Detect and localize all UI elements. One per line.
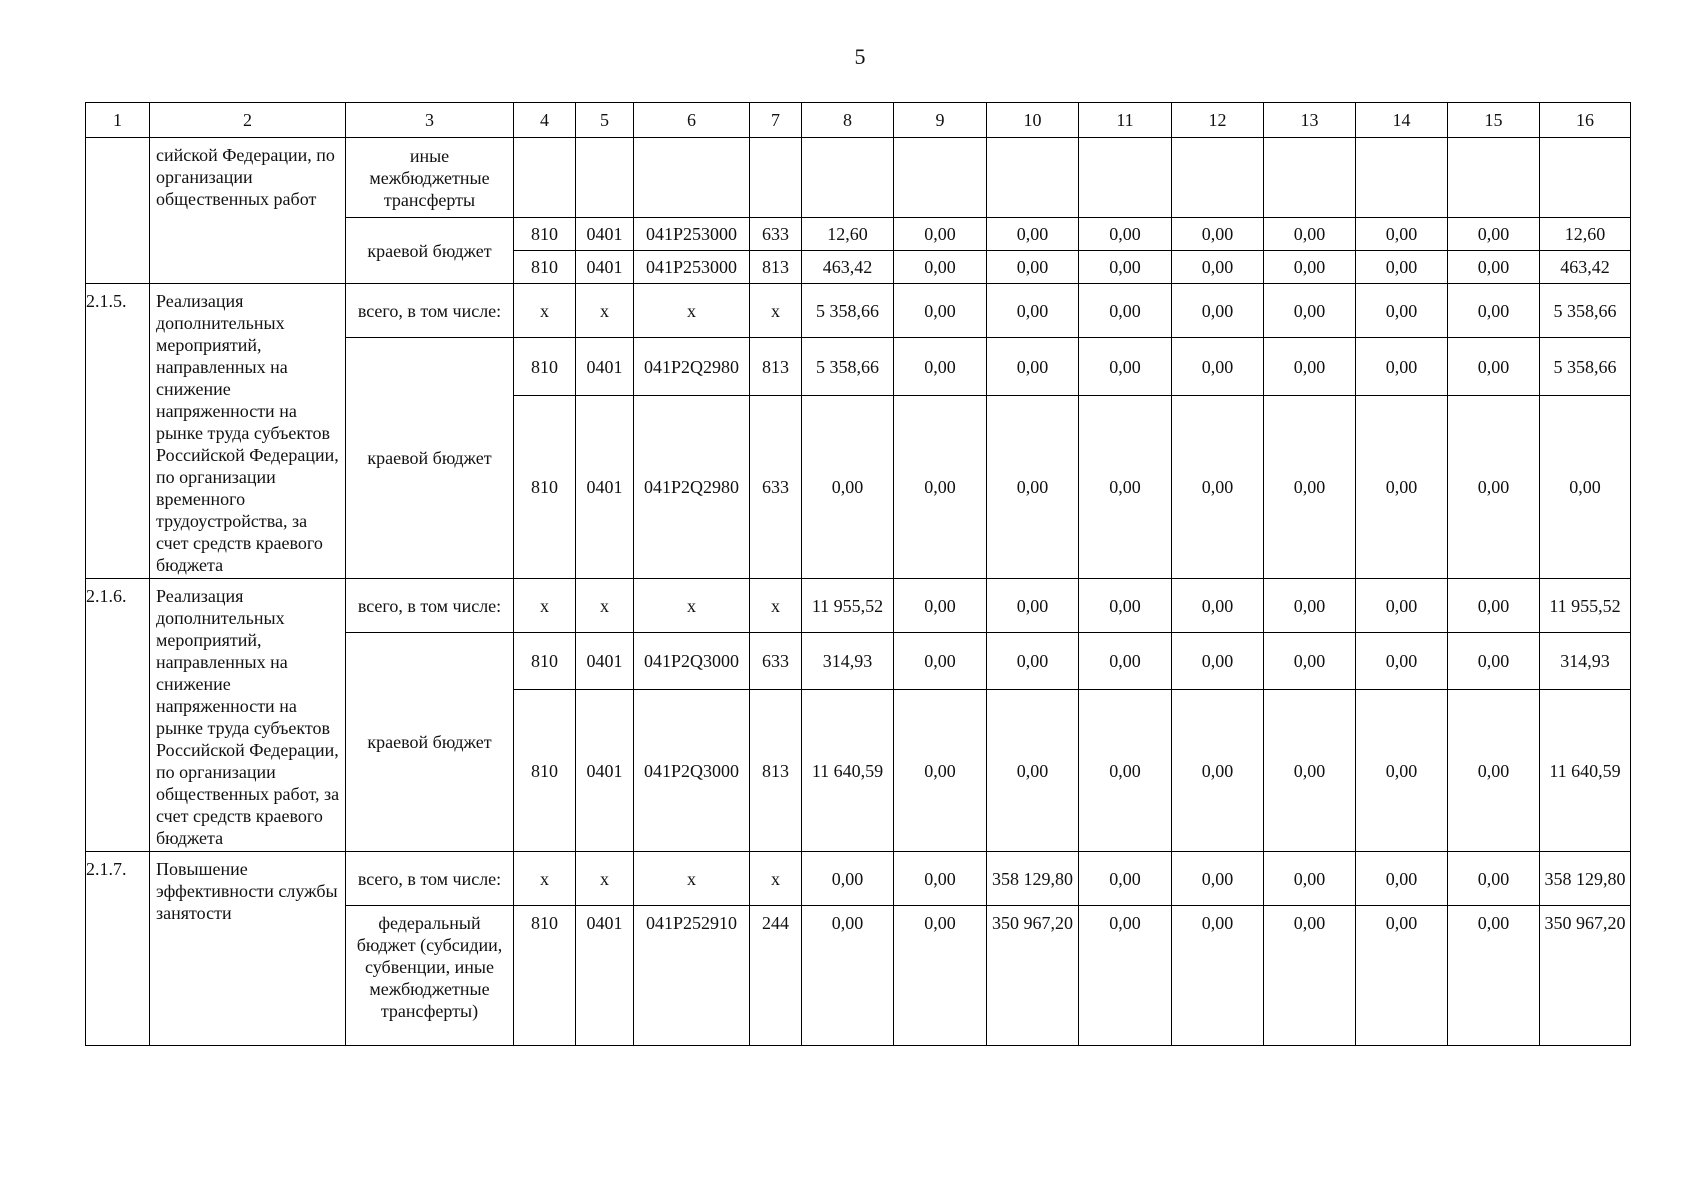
- amount-cell: 463,42: [1540, 251, 1631, 284]
- item-number: [86, 138, 150, 284]
- amount-cell: 0,00: [894, 690, 987, 852]
- funding-source: всего, в том числе:: [346, 852, 514, 906]
- funding-source: всего, в том числе:: [346, 284, 514, 338]
- amount-cell: 0,00: [1079, 218, 1172, 251]
- column-header: 4: [514, 103, 576, 138]
- code-cell: [750, 138, 802, 218]
- amount-cell: 0,00: [1264, 852, 1356, 906]
- amount-cell: 0,00: [1356, 338, 1448, 396]
- amount-cell: 0,00: [894, 633, 987, 690]
- code-cell: х: [750, 579, 802, 633]
- amount-cell: 0,00: [1264, 338, 1356, 396]
- amount-cell: 350 967,20: [1540, 906, 1631, 1046]
- amount-cell: 0,00: [894, 852, 987, 906]
- code-cell: 041P2Q2980: [634, 338, 750, 396]
- amount-cell: 0,00: [1264, 396, 1356, 579]
- amount-cell: 0,00: [1356, 251, 1448, 284]
- funding-source: всего, в том числе:: [346, 579, 514, 633]
- column-header: 1: [86, 103, 150, 138]
- code-cell: [514, 138, 576, 218]
- column-header: 5: [576, 103, 634, 138]
- amount-cell: 12,60: [1540, 218, 1631, 251]
- code-cell: 0401: [576, 338, 634, 396]
- amount-cell: 0,00: [1264, 906, 1356, 1046]
- code-cell: 0401: [576, 690, 634, 852]
- code-cell: 633: [750, 396, 802, 579]
- amount-cell: 0,00: [1079, 633, 1172, 690]
- code-cell: х: [576, 852, 634, 906]
- amount-cell: 0,00: [1356, 690, 1448, 852]
- amount-cell: 0,00: [1356, 579, 1448, 633]
- code-cell: 633: [750, 633, 802, 690]
- amount-cell: 0,00: [1448, 284, 1540, 338]
- code-cell: 0401: [576, 396, 634, 579]
- amount-cell: 11 640,59: [802, 690, 894, 852]
- amount-cell: 5 358,66: [1540, 284, 1631, 338]
- code-cell: 813: [750, 338, 802, 396]
- amount-cell: 0,00: [894, 906, 987, 1046]
- column-header: 16: [1540, 103, 1631, 138]
- column-header: 3: [346, 103, 514, 138]
- amount-cell: 0,00: [1172, 338, 1264, 396]
- amount-cell: 0,00: [894, 251, 987, 284]
- amount-cell: 0,00: [1079, 579, 1172, 633]
- amount-cell: 350 967,20: [987, 906, 1079, 1046]
- code-cell: [576, 138, 634, 218]
- amount-cell: 0,00: [1448, 690, 1540, 852]
- amount-cell: 0,00: [1356, 633, 1448, 690]
- amount-cell: 0,00: [1264, 251, 1356, 284]
- amount-cell: 0,00: [987, 690, 1079, 852]
- amount-cell: 5 358,66: [802, 338, 894, 396]
- amount-cell: 0,00: [1172, 396, 1264, 579]
- table-row: [86, 284, 1631, 338]
- amount-cell: 0,00: [1079, 284, 1172, 338]
- amount-cell: 11 955,52: [802, 579, 894, 633]
- amount-cell: 0,00: [1448, 251, 1540, 284]
- column-header: 12: [1172, 103, 1264, 138]
- amount-cell: 0,00: [1172, 579, 1264, 633]
- amount-cell: 0,00: [987, 338, 1079, 396]
- amount-cell: 5 358,66: [802, 284, 894, 338]
- amount-cell: 0,00: [1448, 218, 1540, 251]
- code-cell: 633: [750, 218, 802, 251]
- amount-cell: 0,00: [1079, 396, 1172, 579]
- code-cell: 810: [514, 338, 576, 396]
- amount-cell: [1540, 138, 1631, 218]
- page-number: 5: [854, 44, 866, 69]
- code-cell: 810: [514, 218, 576, 251]
- amount-cell: 0,00: [1264, 633, 1356, 690]
- item-number: 2.1.6.: [86, 579, 150, 852]
- amount-cell: 0,00: [1264, 284, 1356, 338]
- amount-cell: 0,00: [1172, 284, 1264, 338]
- amount-cell: 358 129,80: [987, 852, 1079, 906]
- amount-cell: 5 358,66: [1540, 338, 1631, 396]
- amount-cell: 0,00: [1172, 690, 1264, 852]
- item-number: 2.1.5.: [86, 284, 150, 579]
- code-cell: х: [514, 852, 576, 906]
- table-row: [86, 852, 1631, 906]
- amount-cell: [987, 138, 1079, 218]
- code-cell: х: [634, 579, 750, 633]
- amount-cell: 0,00: [1448, 906, 1540, 1046]
- column-header: 10: [987, 103, 1079, 138]
- code-cell: 041P2Q3000: [634, 690, 750, 852]
- code-cell: 244: [750, 906, 802, 1046]
- amount-cell: 0,00: [1448, 633, 1540, 690]
- code-cell: 041P2Q3000: [634, 633, 750, 690]
- item-description: Повышение эффективности службы занятости: [150, 852, 346, 1046]
- code-cell: х: [576, 284, 634, 338]
- code-cell: 041P253000: [634, 218, 750, 251]
- amount-cell: 0,00: [802, 396, 894, 579]
- amount-cell: 358 129,80: [1540, 852, 1631, 906]
- amount-cell: 0,00: [987, 218, 1079, 251]
- column-header: 13: [1264, 103, 1356, 138]
- code-cell: 810: [514, 251, 576, 284]
- code-cell: 0401: [576, 251, 634, 284]
- amount-cell: 0,00: [802, 852, 894, 906]
- amount-cell: 0,00: [987, 251, 1079, 284]
- amount-cell: [1172, 138, 1264, 218]
- amount-cell: 0,00: [894, 338, 987, 396]
- code-cell: 041P2Q2980: [634, 396, 750, 579]
- funding-source: краевой бюджет: [346, 338, 514, 579]
- amount-cell: 0,00: [1356, 396, 1448, 579]
- amount-cell: 0,00: [987, 284, 1079, 338]
- amount-cell: 11 640,59: [1540, 690, 1631, 852]
- amount-cell: 0,00: [1264, 218, 1356, 251]
- amount-cell: 0,00: [1172, 906, 1264, 1046]
- header-row: [86, 103, 1631, 138]
- amount-cell: 0,00: [987, 396, 1079, 579]
- amount-cell: 0,00: [894, 579, 987, 633]
- budget-table: [85, 102, 1631, 1046]
- funding-source: федеральный бюджет (субсидии, субвенции, иные межбюджетные трансферты): [346, 906, 514, 1046]
- table-row: [86, 579, 1631, 633]
- item-number: 2.1.7.: [86, 852, 150, 1046]
- amount-cell: [894, 138, 987, 218]
- code-cell: 0401: [576, 906, 634, 1046]
- item-description: сийской Федерации, по организации общественных работ: [150, 138, 346, 284]
- amount-cell: [1079, 138, 1172, 218]
- column-header: 15: [1448, 103, 1540, 138]
- column-header: 6: [634, 103, 750, 138]
- amount-cell: 0,00: [1079, 690, 1172, 852]
- amount-cell: 0,00: [1264, 579, 1356, 633]
- amount-cell: 0,00: [1448, 396, 1540, 579]
- item-description: Реализация дополнительных мероприятий, направленных на снижение напряженности на рынке труда субъектов Российской Федерации, по организации общественных работ, за счет средств краевого бюджета: [150, 579, 346, 852]
- amount-cell: 0,00: [1356, 906, 1448, 1046]
- column-header: 14: [1356, 103, 1448, 138]
- amount-cell: 0,00: [1264, 690, 1356, 852]
- amount-cell: 0,00: [1448, 338, 1540, 396]
- code-cell: 813: [750, 690, 802, 852]
- funding-source: краевой бюджет: [346, 633, 514, 852]
- code-cell: 041P252910: [634, 906, 750, 1046]
- funding-source: иные межбюджетные трансферты: [346, 138, 514, 218]
- code-cell: [634, 138, 750, 218]
- code-cell: х: [750, 284, 802, 338]
- code-cell: 810: [514, 690, 576, 852]
- amount-cell: 0,00: [802, 906, 894, 1046]
- amount-cell: 12,60: [802, 218, 894, 251]
- code-cell: х: [514, 579, 576, 633]
- amount-cell: 0,00: [1540, 396, 1631, 579]
- code-cell: х: [750, 852, 802, 906]
- code-cell: 810: [514, 906, 576, 1046]
- amount-cell: 0,00: [894, 218, 987, 251]
- column-header: 7: [750, 103, 802, 138]
- amount-cell: 0,00: [1448, 579, 1540, 633]
- amount-cell: 314,93: [802, 633, 894, 690]
- amount-cell: 463,42: [802, 251, 894, 284]
- column-header: 2: [150, 103, 346, 138]
- amount-cell: 0,00: [1079, 852, 1172, 906]
- amount-cell: 0,00: [1079, 251, 1172, 284]
- amount-cell: 0,00: [1172, 633, 1264, 690]
- amount-cell: [802, 138, 894, 218]
- amount-cell: 0,00: [1356, 284, 1448, 338]
- code-cell: х: [634, 284, 750, 338]
- table-row: [86, 138, 1631, 218]
- amount-cell: 11 955,52: [1540, 579, 1631, 633]
- column-header: 8: [802, 103, 894, 138]
- code-cell: х: [514, 284, 576, 338]
- amount-cell: [1264, 138, 1356, 218]
- amount-cell: 0,00: [1172, 218, 1264, 251]
- code-cell: 0401: [576, 218, 634, 251]
- funding-source: краевой бюджет: [346, 218, 514, 284]
- amount-cell: 0,00: [894, 396, 987, 579]
- amount-cell: 0,00: [987, 633, 1079, 690]
- amount-cell: [1356, 138, 1448, 218]
- code-cell: 813: [750, 251, 802, 284]
- amount-cell: 0,00: [1172, 852, 1264, 906]
- code-cell: 041P253000: [634, 251, 750, 284]
- item-description: Реализация дополнительных мероприятий, направленных на снижение напряженности на рынке труда субъектов Российской Федерации, по организации временного трудоустройства, за счет средств краевого бюджета: [150, 284, 346, 579]
- code-cell: х: [634, 852, 750, 906]
- amount-cell: 0,00: [1079, 338, 1172, 396]
- amount-cell: 314,93: [1540, 633, 1631, 690]
- amount-cell: 0,00: [1079, 906, 1172, 1046]
- code-cell: х: [576, 579, 634, 633]
- amount-cell: 0,00: [1356, 218, 1448, 251]
- amount-cell: 0,00: [1448, 852, 1540, 906]
- amount-cell: 0,00: [1172, 251, 1264, 284]
- code-cell: 810: [514, 633, 576, 690]
- amount-cell: 0,00: [894, 284, 987, 338]
- code-cell: 810: [514, 396, 576, 579]
- amount-cell: [1448, 138, 1540, 218]
- column-header: 9: [894, 103, 987, 138]
- column-header: 11: [1079, 103, 1172, 138]
- code-cell: 0401: [576, 633, 634, 690]
- amount-cell: 0,00: [987, 579, 1079, 633]
- amount-cell: 0,00: [1356, 852, 1448, 906]
